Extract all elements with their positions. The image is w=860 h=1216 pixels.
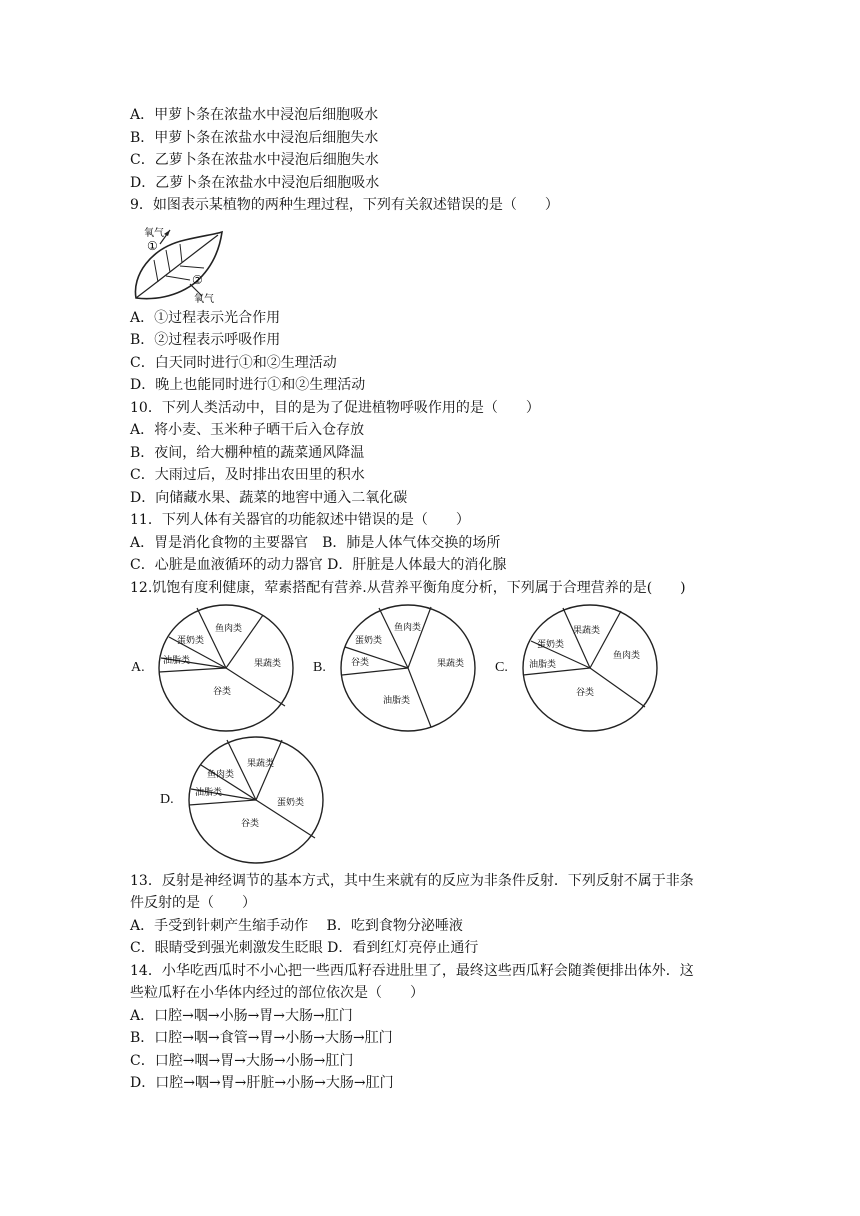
pie-a-label-4: 果蔬类 — [254, 659, 282, 669]
q11-stem: 11．下列人体有关器官的功能叙述中错误的是（ ） — [130, 512, 470, 528]
q12-option-b-label: B. — [313, 660, 326, 675]
pie-b-label-2: 蛋奶类 — [355, 636, 383, 646]
pie-c-label-4: 油脂类 — [529, 660, 557, 670]
q8-option-d: D．乙萝卜条在浓盐水中浸泡后细胞吸水 — [130, 175, 380, 191]
leaf-label-oxygen-top: 氧气 — [144, 228, 164, 239]
q12-option-a-label: A. — [131, 660, 145, 675]
q14-option-d: D．口腔→咽→胃→肝脏→小肠→大肠→肛门 — [130, 1075, 394, 1091]
pie-d-label-2: 鱼肉类 — [207, 770, 235, 780]
q14-option-b: B．口腔→咽→食管→胃→小肠→大肠→肛门 — [130, 1030, 393, 1046]
pie-b-label-4: 果蔬类 — [437, 659, 465, 669]
q9-option-b: B．②过程表示呼吸作用 — [130, 332, 281, 348]
q14-stem-line1: 14．小华吃西瓜时不小心把一些西瓜籽吞进肚里了，最终这些西瓜籽会随粪便排出体外．这 — [130, 963, 694, 979]
pie-c-label-2: 蛋奶类 — [537, 640, 565, 650]
pie-chart-c — [521, 603, 659, 733]
leaf-label-oxygen-bottom: 氧气 — [194, 294, 214, 304]
q10-option-c: C．大雨过后，及时排出农田里的积水 — [130, 467, 365, 483]
q8-option-a: A．甲萝卜条在浓盐水中浸泡后细胞吸水 — [130, 107, 379, 123]
q9-option-d: D．晚上也能同时进行①和②生理活动 — [130, 377, 366, 393]
pie-b-label-5: 油脂类 — [383, 696, 411, 706]
pie-a-label-3: 油脂类 — [163, 656, 191, 666]
pie-b-label-3: 谷类 — [351, 658, 370, 668]
q9-stem: 9．如图表示某植物的两种生理过程，下列有关叙述错误的是（ ） — [130, 197, 559, 213]
q13-stem-line2: 件反射的是（ ） — [130, 895, 256, 911]
pie-d-label-1: 果蔬类 — [247, 759, 275, 769]
q9-option-a: A．①过程表示光合作用 — [130, 310, 281, 326]
pie-chart-d — [187, 735, 325, 865]
q13-options-ab: A．手受到针刺产生缩手动作 B．吃到食物分泌唾液 — [130, 918, 463, 934]
pie-d-label-4: 蛋奶类 — [277, 798, 305, 808]
leaf-mark-2: ② — [192, 273, 203, 287]
pie-b-label-1: 鱼肉类 — [394, 623, 422, 633]
q11-options-ab: A．胃是消化食物的主要器官 B．肺是人体气体交换的场所 — [130, 535, 501, 551]
pie-chart-a — [157, 603, 295, 733]
q9-option-c: C．白天同时进行①和②生理活动 — [130, 355, 337, 371]
q11-options-cd: C．心脏是血液循环的动力器官 D．肝脏是人体最大的消化腺 — [130, 557, 507, 573]
q14-stem-line2: 些粒瓜籽在小华体内经过的部位依次是（ ） — [130, 985, 424, 1001]
leaf-mark-1: ① — [147, 239, 158, 253]
pie-c-label-3: 鱼肉类 — [613, 651, 641, 661]
pie-d-label-5: 谷类 — [241, 819, 260, 829]
q12-option-d-label: D. — [160, 792, 174, 807]
q12-option-c-label: C. — [495, 660, 508, 675]
pie-a-label-2: 蛋奶类 — [177, 636, 205, 646]
q13-stem-line1: 13．反射是神经调节的基本方式，其中生来就有的反应为非条件反射．下列反射不属于非条 — [130, 873, 694, 889]
q10-option-a: A．将小麦、玉米种子晒干后入仓存放 — [130, 422, 365, 438]
q14-option-a: A．口腔→咽→小肠→胃→大肠→肛门 — [130, 1008, 353, 1024]
q8-option-c: C．乙萝卜条在浓盐水中浸泡后细胞失水 — [130, 152, 379, 168]
q14-option-c: C．口腔→咽→胃→大肠→小肠→肛门 — [130, 1053, 354, 1069]
pie-a-label-1: 鱼肉类 — [215, 624, 243, 634]
q10-stem: 10．下列人类活动中，目的是为了促进植物呼吸作用的是（ ） — [130, 400, 540, 416]
q13-options-cd: C．眼睛受到强光刺激发生眨眼 D．看到红灯亮停止通行 — [130, 940, 479, 956]
q10-option-b: B．夜间，给大棚种植的蔬菜通风降温 — [130, 445, 365, 461]
q12-stem: 12.饥饱有度利健康，荤素搭配有营养.从营养平衡角度分析，下列属于合理营养的是( ) — [130, 580, 686, 596]
pie-a-label-5: 谷类 — [213, 687, 232, 697]
q8-option-b: B．甲萝卜条在浓盐水中浸泡后细胞失水 — [130, 130, 379, 146]
q10-option-d: D．向储藏水果、蔬菜的地窖中通入二氧化碳 — [130, 490, 408, 506]
pie-d-label-3: 油脂类 — [195, 788, 223, 798]
pie-c-label-1: 果蔬类 — [573, 626, 601, 636]
pie-chart-b — [339, 603, 477, 733]
leaf-figure — [130, 226, 230, 308]
pie-c-label-5: 谷类 — [576, 688, 595, 698]
